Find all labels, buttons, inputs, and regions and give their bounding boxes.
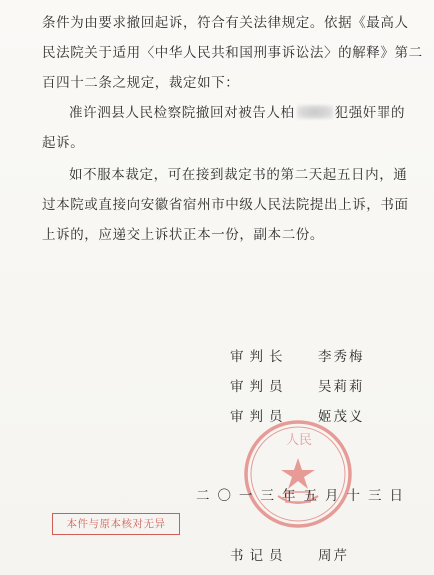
redacted-name [297,105,333,119]
presiding-judge-name: 李秀梅 [318,349,365,365]
ruling-text-before: 准许泗县人民检察院撤回对被告人柏 [69,105,295,121]
judge-name-1: 吴莉莉 [318,379,365,395]
body-line-5: 如不服本裁定，可在接到裁定书的第二天起五日内，通 [69,167,408,183]
ruling-line [69,104,405,122]
judge-role-2: 审判员 [230,409,289,425]
seal-text: 人民 [286,433,313,448]
judge-name-2: 姬茂义 [318,409,365,425]
body-line-6: 过本院或直接向安徽省宿州市中级人民法院提出上诉，书面 [42,197,409,213]
body-line-7: 上诉的，应递交上诉状正本一份，副本二份。 [42,227,324,243]
clerk-name: 周芹 [318,548,349,564]
clerk-role: 书记员 [230,548,289,564]
body-line-4: 起诉。 [42,135,85,151]
body-line-3: 百四十二条之规定，裁定如下： [42,75,240,91]
ruling-text-after: 犯强奸罪的 [334,105,406,121]
body-line-1: 条件为由要求撤回起诉，符合有关法律规定。依据《最高人 [42,15,409,31]
court-seal [242,418,354,530]
verification-stamp: 本件与原本核对无异 [52,513,180,535]
body-line-2: 民法院关于适用〈中华人民共和国刑事诉讼法〉的解释》第二 [42,45,423,61]
ruling-date: 二〇一三年五月十三日 [196,488,411,504]
presiding-judge-role: 审判长 [230,349,289,365]
judge-role-1: 审判员 [230,379,289,395]
